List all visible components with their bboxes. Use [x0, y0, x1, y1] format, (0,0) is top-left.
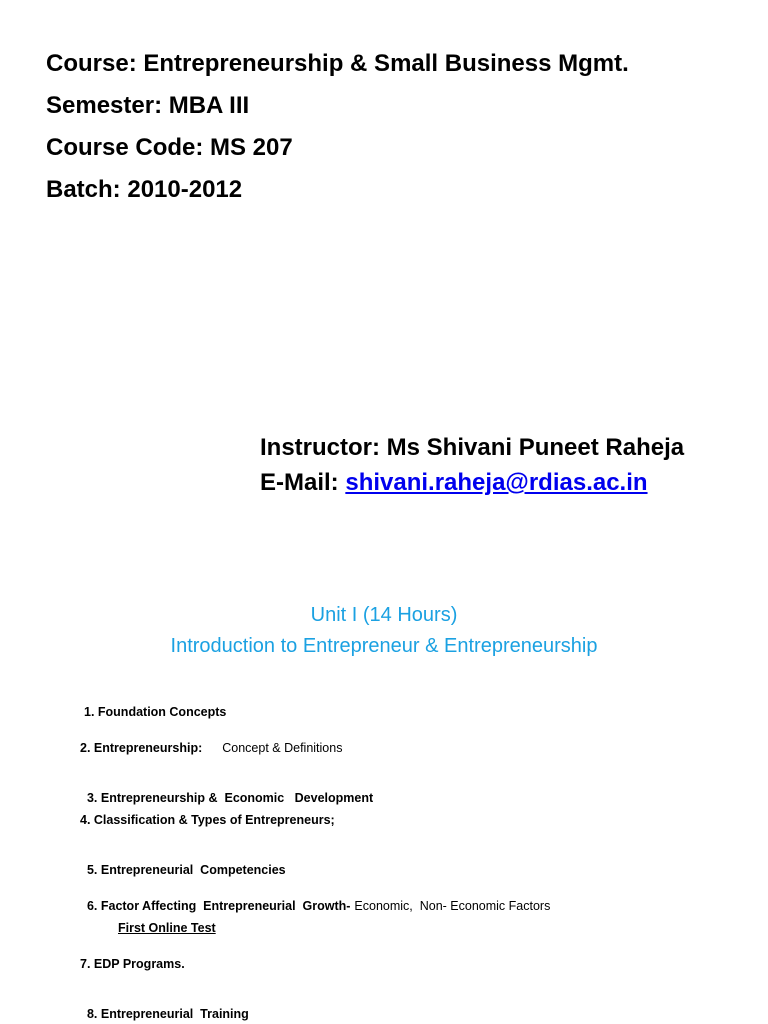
- instructor-name: Instructor: Ms Shivani Puneet Raheja: [260, 434, 685, 461]
- semester: Semester: MBA III: [46, 92, 250, 119]
- topic-item: [80, 957, 185, 971]
- batch: Batch: 2010-2012: [46, 176, 243, 203]
- topic-item: [80, 741, 342, 755]
- topic-label: 6. Factor Affecting Entrepreneurial Growth-: [86, 899, 351, 913]
- topic-label: 8. Entrepreneurial Training: [86, 1007, 249, 1021]
- topic-item: [80, 993, 249, 1021]
- online-test-link[interactable]: First Online Test: [118, 921, 216, 935]
- topic-item: [84, 705, 226, 719]
- topic-item: [80, 885, 550, 913]
- topic-label: 5. Entrepreneurial Competencies: [86, 863, 286, 877]
- email-label: E-Mail:: [260, 469, 346, 496]
- topic-item: [80, 813, 335, 827]
- topic-label: 1. Foundation Concepts: [84, 705, 227, 719]
- course-code: Course Code: MS 207: [46, 134, 293, 161]
- topic-label: 4. Classification & Types of Entrepreneurs;: [80, 813, 335, 827]
- topic-item: [80, 777, 373, 805]
- topic-desc: Concept & Definitions: [222, 741, 343, 755]
- topic-label: 2. Entrepreneurship:: [80, 741, 203, 755]
- unit-subtitle: Introduction to Entrepreneur & Entrepreneurship: [170, 635, 598, 657]
- course-title: Course: Entrepreneurship & Small Business Mgmt.: [46, 50, 629, 77]
- unit-title: Unit I (14 Hours): [310, 604, 458, 626]
- topic-label: 7. EDP Programs.: [80, 957, 185, 971]
- topic-label: 3. Entrepreneurship & Economic Development: [86, 791, 374, 805]
- email-line: [260, 469, 648, 497]
- topic-item: [80, 849, 286, 877]
- email-link[interactable]: shivani.raheja@rdias.ac.in: [345, 469, 648, 496]
- topic-desc: Economic, Non- Economic Factors: [354, 899, 551, 913]
